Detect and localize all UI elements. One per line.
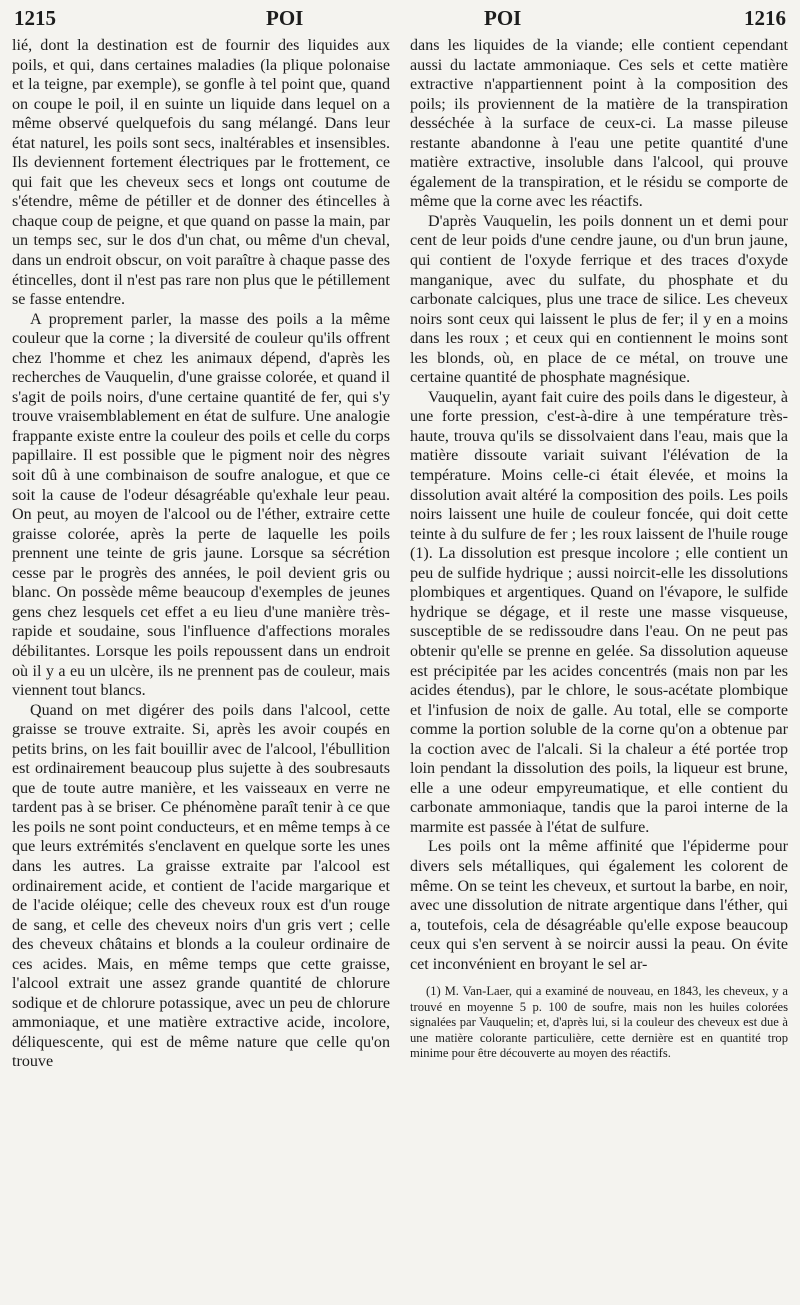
footnote	[410, 984, 788, 1062]
page-header	[14, 6, 786, 34]
paragraph: Quand on met digérer des poils dans l'alcool, cette graisse se trouve extraite. Si, après les avoir coupés en petits brins, on les fait bouillir avec de l'alcool, l'ébullition est ordinairement beaucoup plus sujette à des soubresauts que de toute autre manière, et les vaisseaux en verre ne tardent pas à se briser. Ce phénomène paraît tenir à ce que les poils ne sont point conducteurs, et en même temps à ce que leurs extrémités s'enclavent en quelque sorte les unes dans les autres. La graisse extraite par l'alcool est ordinairement acide, et contient de l'acide margarique et de l'acide oléique; celle des cheveux roux est d'un rouge de sang, et celle des cheveux noirs d'un gris vert ; celle des cheveux châtains et blonds a la couleur ordinaire de ces acides. Mais, en même temps que cette graisse, l'alcool extrait une assez grande quantité de chlorure sodique et de chlorure potassique, avec un peu de chlorure ammoniaque, et une matière extractive acide, incolore, déliquescente, qui est de même nature que celle qu'on trouve	[12, 701, 390, 1071]
left-page-number: 1215	[14, 6, 56, 30]
right-page-number: 1216	[744, 6, 786, 30]
paragraph: dans les liquides de la viande; elle contient cependant aussi du lactate ammoniaque. Ces sels et cette matière extractive n'appartiennent point à la composition des poils; ils proviennent de la matière de la transpiration desséchée à la surface de ceux-ci. La masse pileuse restante abandonne à l'eau une petite quantité d'une matière extractive, insoluble dans l'alcool, qui prouve également de la transpiration, et le résidu se comporte de même que la corne avec les réactifs.	[410, 37, 788, 211]
paragraph: A proprement parler, la masse des poils a la même couleur que la corne ; la diversité de couleur qu'ils offrent chez l'homme et chez les animaux dépend, d'après les recherches de Vauquelin, d'une graisse colorée, et quand il s'agit de poils noirs, d'une certaine quantité de fer, qui s'y trouve vraisemblablement en état de sulfure. Une analogie frappante existe entre la couleur des poils et celle du corps papillaire. Il est possible que le pigment noir des nègres soit dû à une combinaison de soufre analogue, et que ce soit la cause de l'odeur désagréable qu'exhale leur peau. On peut, au moyen de l'alcool ou de l'éther, extraire cette graisse colorée, après la perte de laquelle les poils prennent une teinte de gris jaune. Lorsque sa sécrétion cesse par le progrès des années, le poil devient gris ou blanc. On possède même beaucoup d'exemples de jeunes gens chez lesquels cet effet a eu lieu d'une manière très-rapide et soudaine, sous l'influence d'affections morales débilitantes. Lorsque les poils repoussent dans un endroit où il y a eu un ulcère, ils ne prennent pas de couleur, mais viennent tout blancs.	[12, 310, 390, 700]
left-column	[12, 36, 390, 1072]
right-running-head: POI	[484, 6, 522, 30]
right-column	[410, 36, 788, 1062]
paragraph: D'après Vauquelin, les poils donnent un et demi pour cent de leur poids d'une cendre jaune, ou d'un brun jaune, qui contient de l'oxyde ferrique et des traces d'oxyde manganique, avec du sulfate, du phosphate et du carbonate calciques, plus une trace de silice. Les cheveux noirs sont ceux qui laissent le plus de fer; il y en a moins dans les roux ; et ceux qui en contiennent le moins sont les blonds, où, en place de ce métal, on trouve une certaine quantité de phosphate magnésique.	[410, 212, 788, 387]
paragraph: Les poils ont la même affinité que l'épiderme pour divers sels métalliques, qui également les colorent de même. On se teint les cheveux, et surtout la barbe, en noir, avec une dissolution de nitrate argentique dans l'éther, qui a, toutefois, cela de désagréable qu'elle expose beaucoup ceux qui s'en servent à se noircir aussi la peau. On évite cet inconvénient en broyant le sel ar-	[410, 838, 788, 973]
paragraph: Vauquelin, ayant fait cuire des poils dans le digesteur, à une forte pression, c'est-à-dire à une température très-haute, trouva qu'ils se dissolvaient dans l'eau, mais que la matière dissoute variait suivant l'élévation de la température. Moins celle-ci était élevée, et moins la dissolution avait altéré la composition des poils. Les poils noirs laissent une huile de couleur foncée, qui doit cette teinte à du sulfure de fer ; les roux laissent de l'huile rouge (1). La dissolution est presque incolore ; elle contient un peu de sulfide hydrique ; aussi noircit-elle les dissolutions plombiques et argentiques. Quand on l'évapore, le sulfide hydrique se dégage, et il reste une masse visqueuse, susceptible de se redissoudre dans l'eau. On ne peut pas obtenir qu'elle se prenne en gelée. Sa dissolution aqueuse est précipitée par les acides concentrés (mais non par les acides étendus), par le chlore, le sous-acétate plombique et l'infusion de noix de galle. Au total, elle se comporte comme la portion soluble de la corne qu'on a obtenue par la coction avec de l'alcali. Si la chaleur a été portée trop loin pendant la dissolution des poils, la liqueur est brune, elle a une odeur empyreumatique, et elle contient du carbonate ammoniaque, tandis que la paroi interne de la marmite est passée à l'état de sulfure.	[410, 388, 788, 836]
footnote-text: (1) M. Van-Laer, qui a examiné de nouveau, en 1843, les cheveux, y a trouvé en moyenne 5 p. 100 de soufre, mais non les huiles colorées signalées par Vauquelin; et, d'après lui, si la couleur des cheveux est due à une matière colorante particulière, cette dernière est en quantité trop minime pour être découverte au moyen des réactifs.	[410, 984, 788, 1061]
left-running-head: POI	[266, 6, 304, 30]
paragraph: lié, dont la destination est de fournir des liquides aux poils, et qui, dans certaines maladies (la plique polonaise et la teigne, par exemple), se gonfle à tel point que, quand on coupe le poil, il en suinte un liquide dans lequel on a même observé quelquefois du sang mélangé. Dans leur état naturel, les poils sont secs, inaltérables et insensibles. Ils deviennent fortement électriques par le frottement, ce qui fait que les cheveux secs et longs ont coutume de s'étendre, même de pétiller et de donner des étincelles à chaque coup de peigne, et que quand on passe la main, par un temps sec, sur le dos d'un chat, ou même d'un cheval, dans un endroit obscur, on voit paraître à chaque passe des étincelles, dont il n'est pas rare non plus que le pétillement se fasse entendre.	[12, 37, 390, 309]
